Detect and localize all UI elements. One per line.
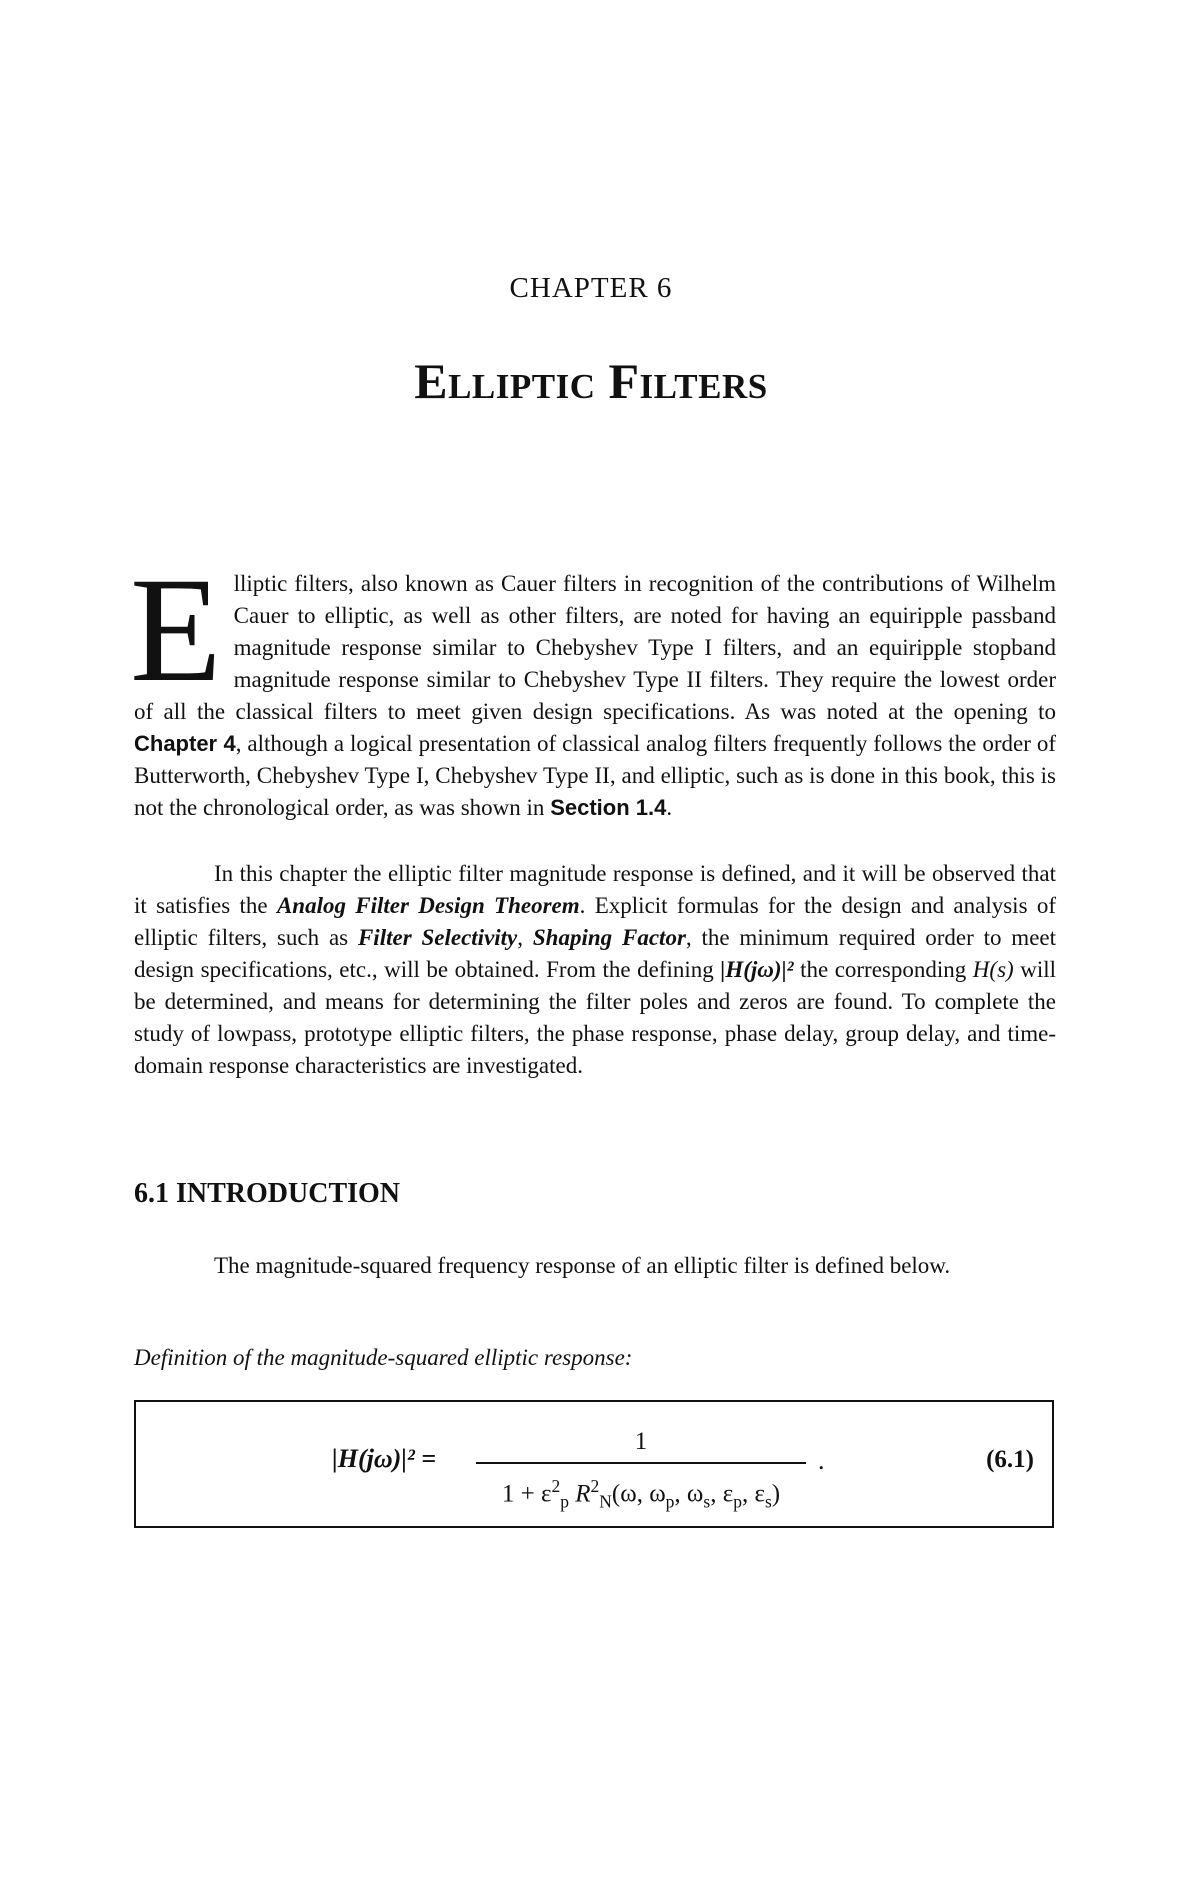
intro-text-1: lliptic filters, also known as Cauer filters in recognition of the contributions of Wilhelm Cauer to elliptic, as well as other filters, are noted for having an equiripple passband magnitude response similar to Chebyshev Type I filters, and an equiripple stopband magnitude response similar to Chebyshev Type II filters. They require the lowest order of all the classical filters to meet given design specifications. As was noted at the opening to <box>134 571 1056 724</box>
intro-paragraph <box>130 547 1056 824</box>
overview-text: the corresponding <box>793 957 973 982</box>
equation-period: . <box>818 1446 825 1475</box>
overview-text: , the minimum required order to meet design specifications, etc., will be obtained. From the defining <box>134 925 1056 982</box>
chapter-label: CHAPTER 6 <box>509 272 673 304</box>
chapter-overview-paragraph <box>134 858 1056 1082</box>
intro-text-3: . <box>666 795 673 820</box>
overview-text: will be determined, and means for determining the filter poles and zeros are found. To complete the study of lowpass, prototype elliptic filters, the phase response, phase delay, group delay, and time-domain response characteristics are investigated. <box>134 957 1056 1078</box>
equation-box <box>134 1400 1054 1528</box>
inline-math-transfer-function: H(s) <box>972 957 1014 982</box>
equation-denominator: $1 + \varepsilon^2_p$ $R^2_N(\omega$, $\omega_p$, $\omega_s$, $\varepsilon_p$, $\varepsilon_s$) <box>501 1476 781 1512</box>
section-reference: Section 1.4 <box>550 795 667 820</box>
overview-text: . Explicit formulas for the design and analysis of elliptic filters, such as <box>134 893 1057 950</box>
drop-cap: E <box>130 547 222 713</box>
chapter-reference: Chapter 4 <box>134 731 236 756</box>
equation-numerator: 1 <box>634 1428 648 1455</box>
denominator-lead: 1 + ε <box>501 1480 552 1508</box>
equation-fraction <box>476 1424 806 1512</box>
emphasis-filter-selectivity: Filter Selectivity <box>357 925 518 950</box>
overview-text: , <box>517 925 533 950</box>
fraction-bar <box>476 1462 806 1464</box>
overview-text: In this chapter the elliptic filter magnitude response is defined, and it will be observed that it satisfies the <box>134 861 1056 918</box>
emphasis-design-theorem: Analog Filter Design Theorem <box>276 893 580 918</box>
emphasis-shaping-factor: Shaping Factor <box>532 925 686 950</box>
section-paragraph: The magnitude-squared frequency response of an elliptic filter is defined below. <box>214 1253 951 1278</box>
definition-label: Definition of the magnitude-squared elliptic response: <box>134 1345 633 1370</box>
intro-text-2: , although a logical presentation of classical analog filters frequently follows the order of Butterworth, Chebyshev Type I, Chebyshev Type II, and elliptic, such as is done in this book, this is not the chronological order, as was shown in <box>134 731 1056 820</box>
section-heading: 6.1 INTRODUCTION <box>134 1178 401 1209</box>
equation-number: (6.1) <box>986 1446 1034 1473</box>
inline-math-magnitude: |H(jω)|² <box>720 957 794 982</box>
equation-lhs: |H(jω)|² = <box>332 1444 437 1473</box>
chapter-title: Elliptic Filters <box>414 353 768 409</box>
